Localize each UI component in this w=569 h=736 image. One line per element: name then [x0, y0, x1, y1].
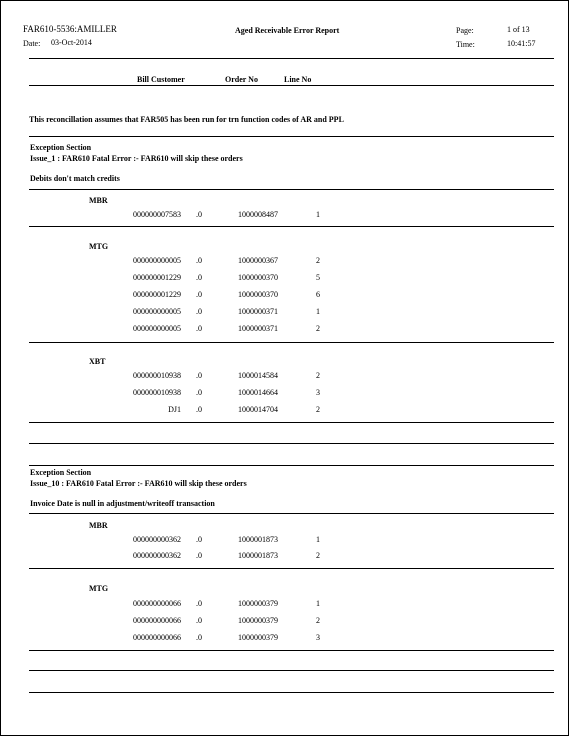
- group-divider: [29, 226, 554, 227]
- section-end-divider: [29, 443, 554, 444]
- amount: .0: [196, 633, 202, 642]
- reconciliation-note: This reconcillation assumes that FAR505 has been run for trn function codes of AR and PPL: [29, 115, 344, 124]
- order-no: 1000014704: [238, 405, 278, 414]
- line-no: 2: [316, 616, 320, 625]
- amount: .0: [196, 616, 202, 625]
- amount: .0: [196, 324, 202, 333]
- amount: .0: [196, 290, 202, 299]
- date-label: Date:: [23, 39, 41, 48]
- column-order-no: Order No: [225, 75, 258, 84]
- section-end-divider: [29, 422, 554, 423]
- group-divider: [29, 513, 554, 514]
- bill-customer: 000000000005: [133, 324, 181, 333]
- order-no: 1000000371: [238, 324, 278, 333]
- order-no: 1000000367: [238, 256, 278, 265]
- report-id: FAR610-5536:AMILLER: [23, 24, 117, 34]
- group-code: MTG: [89, 584, 109, 593]
- bill-customer: 000000000362: [133, 535, 181, 544]
- bill-customer: 000000001229: [133, 273, 181, 282]
- line-no: 1: [316, 599, 320, 608]
- line-no: 1: [316, 210, 320, 219]
- line-no: 1: [316, 535, 320, 544]
- amount: .0: [196, 210, 202, 219]
- order-no: 1000000379: [238, 616, 278, 625]
- line-no: 2: [316, 324, 320, 333]
- section-issue: Issue_10 : FAR610 Fatal Error :- FAR610 will skip these orders: [30, 479, 247, 488]
- order-no: 1000001873: [238, 535, 278, 544]
- bill-customer: 000000007583: [133, 210, 181, 219]
- amount: .0: [196, 388, 202, 397]
- order-no: 1000000379: [238, 599, 278, 608]
- bill-customer: 000000010938: [133, 371, 181, 380]
- order-no: 1000000379: [238, 633, 278, 642]
- order-no: 1000001873: [238, 551, 278, 560]
- group-divider: [29, 189, 554, 190]
- amount: .0: [196, 371, 202, 380]
- column-line-no: Line No: [284, 75, 312, 84]
- amount: .0: [196, 256, 202, 265]
- bill-customer: 000000000066: [133, 599, 181, 608]
- section-description: Invoice Date is null in adjustment/writeoff transaction: [30, 499, 215, 508]
- line-no: 1: [316, 307, 320, 316]
- header-divider: [29, 58, 554, 59]
- section-end-divider: [29, 670, 554, 671]
- line-no: 3: [316, 633, 320, 642]
- amount: .0: [196, 599, 202, 608]
- bill-customer: 000000000066: [133, 633, 181, 642]
- bill-customer: 000000010938: [133, 388, 181, 397]
- amount: .0: [196, 273, 202, 282]
- section-end-divider: [29, 650, 554, 651]
- time-label: Time:: [456, 40, 475, 49]
- section-heading: Exception Section: [30, 143, 92, 152]
- section-heading: Exception Section: [30, 468, 92, 477]
- report-date: 03-Oct-2014: [51, 38, 92, 47]
- line-no: 2: [316, 256, 320, 265]
- line-no: 2: [316, 405, 320, 414]
- order-no: 1000014664: [238, 388, 278, 397]
- bill-customer: 000000000362: [133, 551, 181, 560]
- amount: .0: [196, 535, 202, 544]
- page-number: 1 of 13: [507, 25, 530, 34]
- line-no: 6: [316, 290, 320, 299]
- bill-customer: DJ1: [168, 405, 181, 414]
- group-code: XBT: [89, 357, 106, 366]
- section-end-divider: [29, 692, 554, 693]
- group-code: MBR: [89, 521, 108, 530]
- section-issue: Issue_1 : FAR610 Fatal Error :- FAR610 will skip these orders: [30, 154, 243, 163]
- section-divider: [29, 465, 554, 466]
- section-description: Debits don't match credits: [30, 174, 120, 183]
- order-no: 1000008487: [238, 210, 278, 219]
- bill-customer: 000000001229: [133, 290, 181, 299]
- line-no: 2: [316, 371, 320, 380]
- page-label: Page:: [456, 26, 474, 35]
- column-bill-customer: Bill Customer: [137, 75, 185, 84]
- report-title: Aged Receivable Error Report: [235, 26, 340, 35]
- bill-customer: 000000000005: [133, 307, 181, 316]
- order-no: 1000014584: [238, 371, 278, 380]
- report-time: 10:41:57: [507, 39, 536, 48]
- line-no: 5: [316, 273, 320, 282]
- bill-customer: 000000000066: [133, 616, 181, 625]
- order-no: 1000000370: [238, 290, 278, 299]
- order-no: 1000000370: [238, 273, 278, 282]
- bill-customer: 000000000005: [133, 256, 181, 265]
- amount: .0: [196, 405, 202, 414]
- order-no: 1000000371: [238, 307, 278, 316]
- group-code: MTG: [89, 242, 109, 251]
- group-divider: [29, 568, 554, 569]
- group-code: MBR: [89, 196, 108, 205]
- column-divider: [29, 85, 554, 86]
- section-divider: [29, 136, 554, 137]
- line-no: 3: [316, 388, 320, 397]
- amount: .0: [196, 551, 202, 560]
- group-divider: [29, 342, 554, 343]
- amount: .0: [196, 307, 202, 316]
- line-no: 2: [316, 551, 320, 560]
